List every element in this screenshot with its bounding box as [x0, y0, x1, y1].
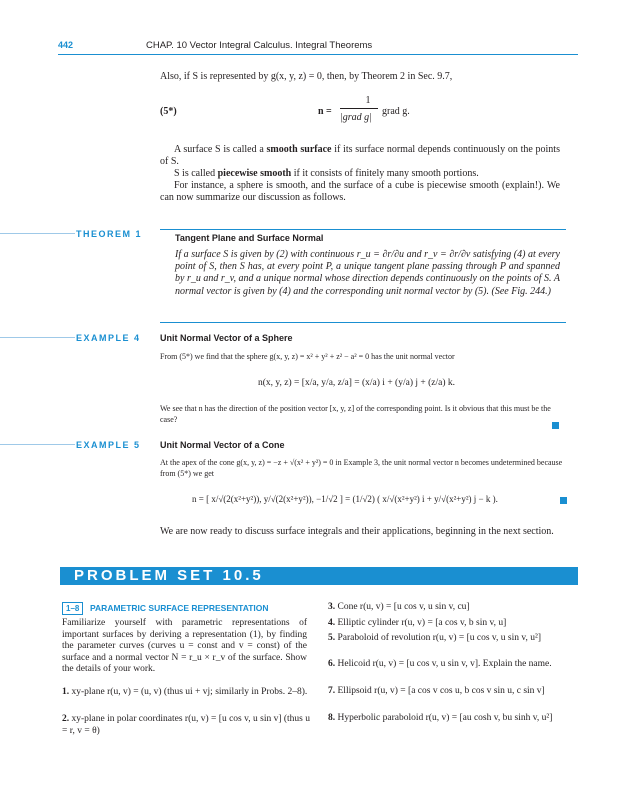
eq-lhs: n =	[318, 106, 332, 117]
example5-text2: We are now ready to discuss surface integrals and their applications, beginning in the next section.	[160, 526, 554, 537]
example5-label: EXAMPLE 5	[76, 440, 141, 450]
example5-title: Unit Normal Vector of a Cone	[160, 440, 285, 450]
page-number: 442	[58, 40, 74, 50]
problem-item-7: 7. Ellipsoid r(u, v) = [a cos v cos u, b cos v sin u, c sin v]	[328, 686, 545, 696]
problem-item-2: 2. xy-plane in polar coordinates r(u, v) = [u cos v, u sin v] (thus u = r, v = θ)	[62, 714, 310, 736]
example5-label-rule	[0, 444, 75, 445]
eq-fraction-bar	[340, 108, 378, 109]
eq-label: (5*)	[160, 106, 177, 117]
example4-text2: We see that n has the direction of the position vector [x, y, z] of the corresponding point. Is it obvious that this must be the case?	[160, 404, 551, 424]
example5-formula: n = [ x/√(2(x²+y²)), y/√(2(x²+y²)), −1/√2 ] = (1/√2) ( x/√(x²+y²) i + y/√(x²+y²) j − k ).	[192, 494, 498, 504]
chapter-title: CHAP. 10 Vector Integral Calculus. Integral Theorems	[146, 40, 373, 51]
piecewise-paragraph: S is called piecewise smooth if it consists of finitely many smooth portions.	[174, 168, 479, 179]
theorem-label-rule	[0, 233, 75, 234]
problem-item-8: 8. Hyperbolic paraboloid r(u, v) = [au cosh v, bu sinh v, u²]	[328, 713, 553, 723]
also-line: Also, if S is represented by g(x, y, z) = 0, then, by Theorem 2 in Sec. 9.7,	[160, 71, 453, 82]
problem-intro: Familiarize yourself with parametric representations of important surfaces by deriving a representation (1), by finding the parameter curves (curves u = const and v = const) of the surface and a normal vector N = r_u × r_v of the surface. Show the details of your work.	[62, 618, 307, 674]
eq-rhs: grad g.	[382, 106, 410, 117]
eq-numerator: 1	[365, 95, 371, 106]
example5-text1: At the apex of the cone g(x, y, z) = −z + √(x² + y²) = 0 in Example 3, the unit normal vector n becomes undetermined because from (5*) we get	[160, 458, 563, 478]
problem-range: 1–8	[62, 602, 83, 615]
theorem-label: THEOREM 1	[76, 229, 143, 239]
example4-title: Unit Normal Vector of a Sphere	[160, 333, 293, 343]
end-of-example-marker-2	[560, 497, 567, 504]
example4-label: EXAMPLE 4	[76, 333, 141, 343]
problem-item-5: 5. Paraboloid of revolution r(u, v) = [u cos v, u sin v, u²]	[328, 633, 542, 643]
problem-item-1: 1. xy-plane r(u, v) = (u, v) (thus ui + vj; similarly in Probs. 2–8).	[62, 687, 308, 697]
instance-paragraph: For instance, a sphere is smooth, and the surface of a cube is piecewise smooth (explain!). We can now summarize our discussion as follows.	[160, 180, 560, 203]
problem-item-3: 3. Cone r(u, v) = [u cos v, u sin v, cu]	[328, 602, 470, 612]
smooth-surface-paragraph: A surface S is called a smooth surface if its surface normal depends continuously on the points of S.	[160, 144, 560, 167]
example4-label-rule	[0, 337, 75, 338]
example4-text1: From (5*) we find that the sphere g(x, y, z) = x² + y² + z² − a² = 0 has the unit normal vector	[160, 352, 455, 361]
example4-formula: n(x, y, z) = [x/a, y/a, z/a] = (x/a) i + (y/a) j + (z/a) k.	[258, 378, 456, 388]
eq-denominator: |grad g|	[340, 112, 372, 123]
problem-set-title: PROBLEM SET 10.5	[74, 567, 264, 584]
problem-heading: PARAMETRIC SURFACE REPRESENTATION	[90, 603, 269, 613]
problem-item-6: 6. Helicoid r(u, v) = [u cos v, u sin v, v]. Explain the name.	[328, 659, 552, 669]
header-rule	[58, 54, 578, 55]
theorem-title: Tangent Plane and Surface Normal	[175, 233, 324, 243]
end-of-example-marker	[552, 422, 559, 429]
theorem-body: If a surface S is given by (2) with continuous r_u = ∂r/∂u and r_v = ∂r/∂v satisfying (4) at every point of S, then S has, at every point P, a unique tangent plane passing through P and spanned by r_u and r_v, and a unique normal whose direction depends continuously on the points of S. A normal vector is given by (4) and the corresponding unit normal vector by (5). (See Fig. 244.)	[175, 249, 560, 297]
problem-item-4: 4. Elliptic cylinder r(u, v) = [a cos v, b sin v, u]	[328, 618, 507, 628]
